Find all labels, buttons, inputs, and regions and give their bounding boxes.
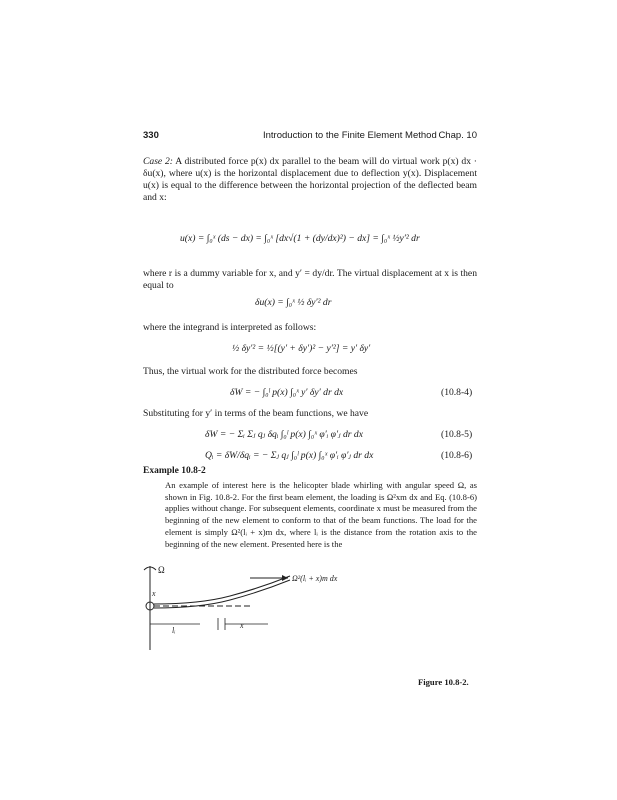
substitute-paragraph: Substituting for y′ in terms of the beam functions, we have (143, 408, 369, 419)
equation-delta-u: δu(x) = ∫₀ˣ ½ δy′² dr (255, 297, 332, 308)
example-heading: Example 10.8-2 (143, 466, 206, 476)
equation-10-8-6: Qᵢ = δW/δqᵢ = − Σⱼ qⱼ ∫₀ˡ p(x) ∫₀ˣ φ′ᵢ φ′ⱼ dr dx (205, 450, 374, 461)
figure-caption: Figure 10.8-2. (418, 677, 469, 687)
integrand-paragraph: where the integrand is interpreted as follows: (143, 322, 317, 333)
running-header (143, 130, 477, 144)
case2-text: A distributed force p(x) dx parallel to the beam will do virtual work p(x) dx · δu(x), where u(x) is the horizontal displacement due to deflection y(x). Displacement u(x) is equal to the difference between the horizontal projection of the deflected beam and x: (143, 156, 478, 203)
force-arrowhead-icon (282, 575, 288, 581)
case2-paragraph (143, 156, 477, 204)
omega-label: Ω (158, 565, 165, 575)
x-label: x (240, 621, 244, 630)
equation-integrand: ½ δy′² = ½[(y′ + δy′)² − y′²] = y′ δy′ (232, 343, 371, 354)
figure-10-8-2 (140, 560, 410, 660)
equation-10-8-5: δW = − Σᵢ Σⱼ qⱼ δqᵢ ∫₀ˡ p(x) ∫₀ˣ φ′ᵢ φ′ⱼ dr dx (205, 429, 363, 440)
li-label: lᵢ (172, 626, 176, 635)
equation-10-8-4: δW = − ∫₀ˡ p(x) ∫₀ˣ y′ δy′ dr dx (230, 387, 344, 398)
chapter-label: Chap. 10 (438, 130, 477, 141)
running-title: Introduction to the Finite Element Method (263, 130, 437, 141)
svg-text:x: x (152, 589, 156, 598)
deflected-beam (154, 576, 290, 604)
equation-number-10-8-6: (10.8-6) (441, 450, 473, 461)
equation-u: u(x) = ∫₀ˣ (ds − dx) = ∫₀ˣ [dx√(1 + (dy/dx)²) − dx] = ∫₀ˣ ½y′² dr (180, 233, 420, 244)
case2-label: Case 2: (143, 156, 173, 167)
example-body: An example of interest here is the helicopter blade whirling with angular speed Ω, as shown in Fig. 10.8-2. For the first beam element, the loading is Ω²xm dx and Eq. (10.8-6) applies without change. For subsequent elements, coordinate x must be measured from the beginning of the new element to conform to that of the beam functions. The load for the element is simply Ω²(lᵢ + x)m dx, where lᵢ is the distance from the rotation axis to the beginning of the new element. Presented here is the (165, 480, 477, 549)
where-paragraph: where r is a dummy variable for x, and y′ = dy/dr. The virtual displacement at x is then equal to (143, 268, 477, 291)
thus-paragraph: Thus, the virtual work for the distributed force becomes (143, 366, 358, 377)
equation-number-10-8-5: (10.8-5) (441, 429, 473, 440)
force-label: Ω²(lᵢ + x)m dx (292, 574, 338, 583)
equation-number-10-8-4: (10.8-4) (441, 387, 473, 398)
page-number: 330 (143, 130, 159, 141)
